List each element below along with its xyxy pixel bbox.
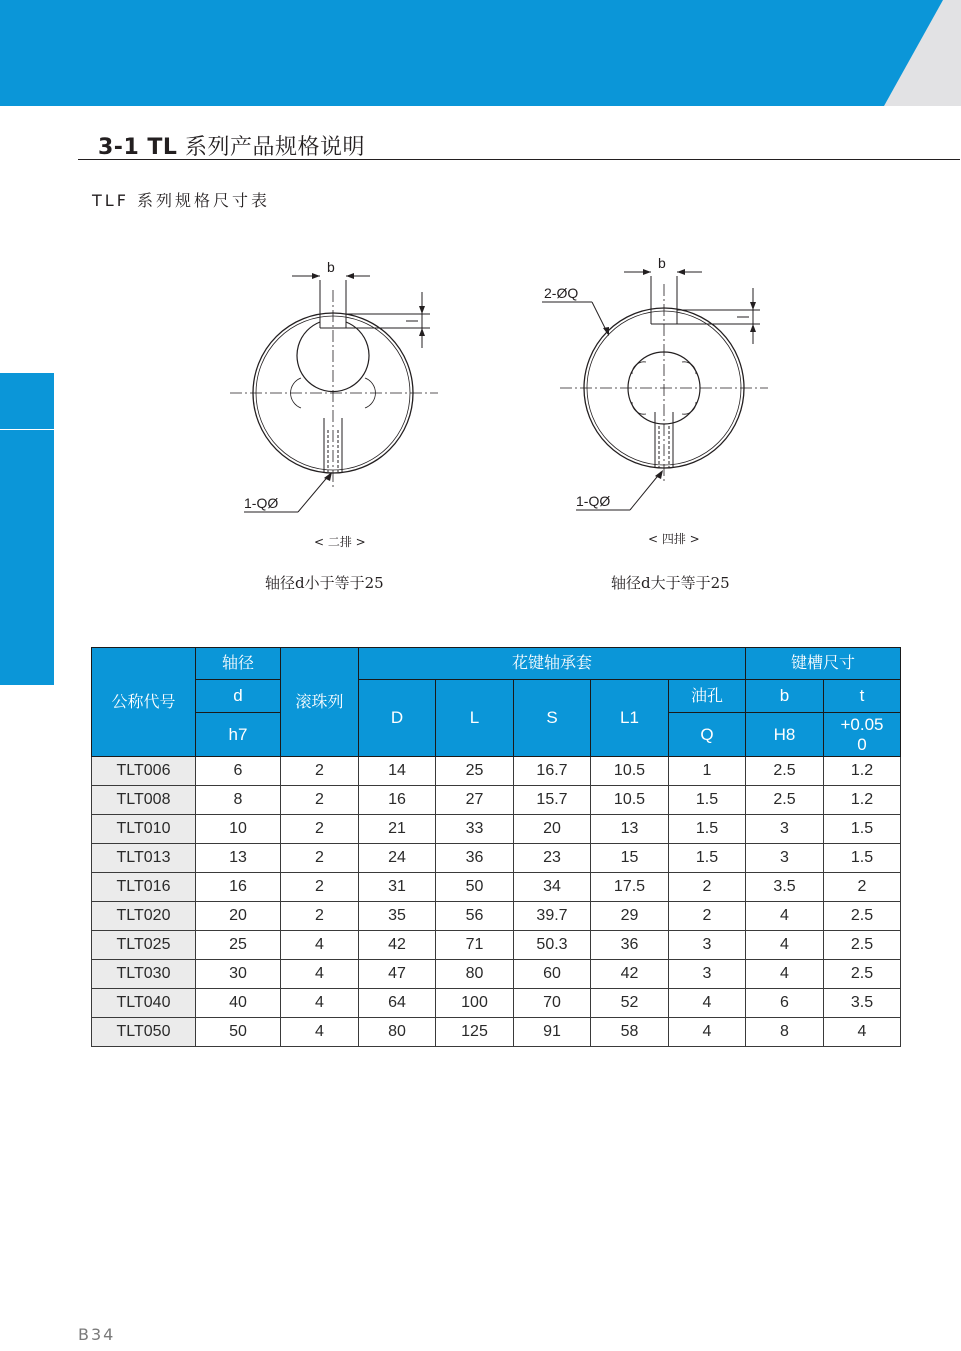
table-cell: 4 bbox=[281, 931, 359, 960]
table-cell: 1.5 bbox=[824, 815, 901, 844]
table-cell: 1.5 bbox=[669, 844, 746, 873]
table-cell: 56 bbox=[436, 902, 514, 931]
table-cell: 2 bbox=[669, 902, 746, 931]
cell-code: TLT040 bbox=[92, 989, 196, 1018]
spec-table bbox=[91, 647, 901, 1047]
left-caption: 轴径d小于等于25 bbox=[265, 574, 384, 592]
table-cell: 1.5 bbox=[669, 786, 746, 815]
table-cell: 1 bbox=[669, 757, 746, 786]
header-oil: 油孔 bbox=[669, 680, 746, 713]
table-cell: 4 bbox=[281, 960, 359, 989]
header-L1: L1 bbox=[591, 680, 669, 757]
left-label-hole: 1-QØ bbox=[244, 495, 279, 511]
table-cell: 29 bbox=[591, 902, 669, 931]
table-cell: 4 bbox=[281, 989, 359, 1018]
table-cell: 125 bbox=[436, 1018, 514, 1047]
table-cell: 4 bbox=[669, 989, 746, 1018]
table-cell: 70 bbox=[514, 989, 591, 1018]
table-row bbox=[92, 902, 901, 931]
table-subtitle: TLF 系列规格尺寸表 bbox=[92, 191, 270, 210]
left-figure bbox=[230, 259, 438, 549]
header-Q: Q bbox=[669, 713, 746, 757]
table-cell: 47 bbox=[359, 960, 436, 989]
table-cell: 27 bbox=[436, 786, 514, 815]
table-cell: 1.5 bbox=[824, 844, 901, 873]
table-row bbox=[92, 844, 901, 873]
table-cell: 31 bbox=[359, 873, 436, 902]
cell-code: TLT010 bbox=[92, 815, 196, 844]
header-tolerance bbox=[824, 713, 901, 757]
table-cell: 16.7 bbox=[514, 757, 591, 786]
header-sleeve: 花键轴承套 bbox=[359, 648, 746, 680]
table-cell: 60 bbox=[514, 960, 591, 989]
table-cell: 50 bbox=[436, 873, 514, 902]
cell-code: TLT016 bbox=[92, 873, 196, 902]
header-code: 公称代号 bbox=[92, 648, 196, 757]
table-cell: 6 bbox=[746, 989, 824, 1018]
table-row bbox=[92, 1018, 901, 1047]
header-h7: h7 bbox=[196, 713, 281, 757]
spec-table-body bbox=[92, 757, 901, 1047]
table-cell: 4 bbox=[746, 931, 824, 960]
table-cell: 2 bbox=[669, 873, 746, 902]
table-cell: 2 bbox=[824, 873, 901, 902]
table-cell: 2 bbox=[281, 815, 359, 844]
table-cell: 71 bbox=[436, 931, 514, 960]
page-number: B34 bbox=[78, 1325, 116, 1344]
cell-code: TLT025 bbox=[92, 931, 196, 960]
table-cell: 3 bbox=[669, 931, 746, 960]
table-cell: 1.2 bbox=[824, 757, 901, 786]
table-row bbox=[92, 757, 901, 786]
table-cell: 13 bbox=[196, 844, 281, 873]
table-cell: 3.5 bbox=[746, 873, 824, 902]
table-cell: 50.3 bbox=[514, 931, 591, 960]
section-title: 系列产品规格说明 bbox=[184, 135, 365, 160]
table-cell: 25 bbox=[196, 931, 281, 960]
table-row bbox=[92, 786, 901, 815]
table-cell: 30 bbox=[196, 960, 281, 989]
table-cell: 36 bbox=[591, 931, 669, 960]
cell-code: TLT013 bbox=[92, 844, 196, 873]
table-cell: 4 bbox=[669, 1018, 746, 1047]
left-label-b: b bbox=[327, 259, 335, 275]
right-caption: 轴径d大于等于25 bbox=[611, 574, 730, 592]
table-row bbox=[92, 873, 901, 902]
right-label-hole: 1-QØ bbox=[576, 493, 611, 509]
right-figure bbox=[542, 255, 768, 546]
table-row bbox=[92, 960, 901, 989]
table-cell: 2.5 bbox=[824, 960, 901, 989]
table-cell: 4 bbox=[746, 902, 824, 931]
table-cell: 42 bbox=[359, 931, 436, 960]
table-cell: 80 bbox=[436, 960, 514, 989]
table-cell: 3 bbox=[746, 815, 824, 844]
right-label-b: b bbox=[658, 255, 666, 271]
table-cell: 36 bbox=[436, 844, 514, 873]
table-cell: 17.5 bbox=[591, 873, 669, 902]
table-cell: 23 bbox=[514, 844, 591, 873]
header-D: D bbox=[359, 680, 436, 757]
table-cell: 21 bbox=[359, 815, 436, 844]
table-row bbox=[92, 815, 901, 844]
table-cell: 91 bbox=[514, 1018, 591, 1047]
left-label-rows: < 二排 > bbox=[314, 535, 366, 549]
table-cell: 39.7 bbox=[514, 902, 591, 931]
table-cell: 4 bbox=[281, 1018, 359, 1047]
header-S: S bbox=[514, 680, 591, 757]
table-cell: 20 bbox=[196, 902, 281, 931]
table-cell: 2 bbox=[281, 844, 359, 873]
table-cell: 25 bbox=[436, 757, 514, 786]
table-cell: 100 bbox=[436, 989, 514, 1018]
table-cell: 24 bbox=[359, 844, 436, 873]
cell-code: TLT006 bbox=[92, 757, 196, 786]
table-cell: 16 bbox=[196, 873, 281, 902]
table-cell: 2 bbox=[281, 786, 359, 815]
table-cell: 2 bbox=[281, 873, 359, 902]
table-cell: 15.7 bbox=[514, 786, 591, 815]
cell-code: TLT030 bbox=[92, 960, 196, 989]
right-label-hole-top: 2-ØQ bbox=[544, 285, 579, 301]
table-cell: 8 bbox=[746, 1018, 824, 1047]
top-banner bbox=[0, 0, 961, 106]
cell-code: TLT050 bbox=[92, 1018, 196, 1047]
table-cell: 42 bbox=[591, 960, 669, 989]
table-cell: 3.5 bbox=[824, 989, 901, 1018]
table-cell: 10 bbox=[196, 815, 281, 844]
tolerance-lower: 0 bbox=[857, 734, 867, 754]
table-cell: 80 bbox=[359, 1018, 436, 1047]
table-cell: 1.5 bbox=[669, 815, 746, 844]
table-cell: 14 bbox=[359, 757, 436, 786]
right-label-rows: < 四排 > bbox=[648, 532, 700, 546]
table-cell: 2.5 bbox=[824, 902, 901, 931]
technical-drawing bbox=[220, 250, 800, 550]
side-tab-divider bbox=[0, 429, 54, 430]
header-balls: 滚珠列 bbox=[281, 648, 359, 757]
section-heading bbox=[78, 128, 960, 160]
section-number: 3-1 TL bbox=[98, 135, 178, 160]
tolerance-upper: +0.05 bbox=[840, 714, 884, 734]
header-H8: H8 bbox=[746, 713, 824, 757]
table-cell: 16 bbox=[359, 786, 436, 815]
header-b: b bbox=[746, 680, 824, 713]
table-cell: 33 bbox=[436, 815, 514, 844]
table-cell: 10.5 bbox=[591, 757, 669, 786]
table-cell: 13 bbox=[591, 815, 669, 844]
table-cell: 1.2 bbox=[824, 786, 901, 815]
header-keyway: 键槽尺寸 bbox=[746, 648, 901, 680]
table-cell: 2 bbox=[281, 902, 359, 931]
header-d: d bbox=[196, 680, 281, 713]
table-cell: 34 bbox=[514, 873, 591, 902]
table-row bbox=[92, 931, 901, 960]
table-cell: 10.5 bbox=[591, 786, 669, 815]
table-cell: 58 bbox=[591, 1018, 669, 1047]
side-chapter-tab bbox=[0, 373, 54, 685]
cell-code: TLT008 bbox=[92, 786, 196, 815]
table-cell: 6 bbox=[196, 757, 281, 786]
table-cell: 4 bbox=[746, 960, 824, 989]
table-cell: 2.5 bbox=[824, 931, 901, 960]
table-cell: 2 bbox=[281, 757, 359, 786]
table-cell: 40 bbox=[196, 989, 281, 1018]
header-t: t bbox=[824, 680, 901, 713]
table-cell: 2.5 bbox=[746, 757, 824, 786]
header-L: L bbox=[436, 680, 514, 757]
table-cell: 3 bbox=[669, 960, 746, 989]
cell-code: TLT020 bbox=[92, 902, 196, 931]
table-cell: 2.5 bbox=[746, 786, 824, 815]
table-cell: 35 bbox=[359, 902, 436, 931]
table-row bbox=[92, 989, 901, 1018]
table-cell: 4 bbox=[824, 1018, 901, 1047]
table-cell: 3 bbox=[746, 844, 824, 873]
header-shaft: 轴径 bbox=[196, 648, 281, 680]
table-cell: 15 bbox=[591, 844, 669, 873]
table-cell: 64 bbox=[359, 989, 436, 1018]
table-cell: 20 bbox=[514, 815, 591, 844]
table-cell: 52 bbox=[591, 989, 669, 1018]
table-cell: 50 bbox=[196, 1018, 281, 1047]
table-cell: 8 bbox=[196, 786, 281, 815]
